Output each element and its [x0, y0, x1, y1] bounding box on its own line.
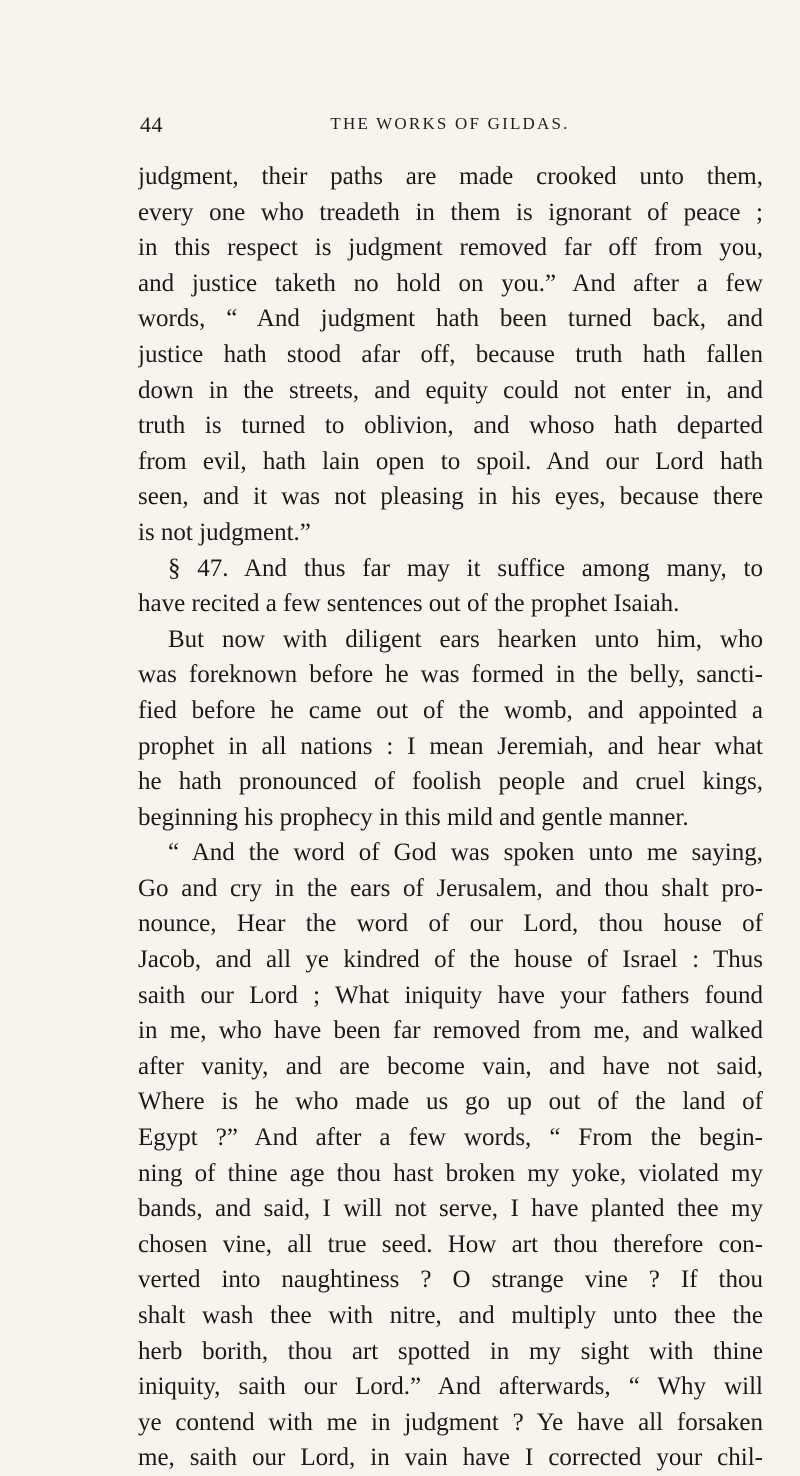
- text-line: shalt wash thee with nitre, and multiply unto thee the: [138, 1302, 763, 1329]
- text-line: was foreknown before he was formed in the belly, sancti-: [138, 661, 763, 689]
- text-line: after vanity, and are become vain, and have not said,: [138, 1052, 763, 1080]
- text-line: judgment, their paths are made crooked unto them,: [138, 163, 763, 190]
- text-line: “ And the word of God was spoken unto me saying,: [168, 839, 763, 867]
- text-line: and justice taketh no hold on you.” And after a few: [138, 269, 763, 297]
- text-line: saith our Lord ; What iniquity have your fathers found: [138, 981, 763, 1009]
- text-line: Egypt ?” And after a few words, “ From the begin-: [138, 1124, 763, 1152]
- text-line: have recited a few sentences out of the prophet Isaiah.: [138, 590, 680, 618]
- text-line: nounce, Hear the word of our Lord, thou house of: [138, 910, 763, 938]
- text-line: Go and cry in the ears of Jerusalem, and thou shalt pro-: [138, 874, 763, 902]
- text-line: fied before he came out of the womb, and appointed a: [138, 696, 763, 724]
- text-line: Where is he who made us go up out of the land of: [138, 1088, 763, 1116]
- body-text: [138, 159, 763, 1476]
- text-line: Jacob, and all ye kindred of the house of Israel : Thus: [138, 946, 763, 974]
- text-line: § 47. And thus far may it suffice among many, to: [168, 554, 763, 582]
- text-line: words, “ And judgment hath been turned back, and: [138, 305, 763, 333]
- text-line: justice hath stood afar off, because truth hath fallen: [138, 340, 763, 368]
- text-line: down in the streets, and equity could not enter in, and: [138, 376, 763, 404]
- text-line: iniquity, saith our Lord.” And afterwards, “ Why will: [138, 1373, 763, 1401]
- text-line: he hath pronounced of foolish people and cruel kings,: [138, 768, 763, 796]
- text-line: every one who treadeth in them is ignorant of peace ;: [138, 198, 763, 226]
- text-line: herb borith, thou art spotted in my sight with thine: [138, 1337, 763, 1365]
- text-line: in me, who have been far removed from me, and walked: [138, 1017, 763, 1045]
- text-line: seen, and it was not pleasing in his eyes, because there: [138, 483, 763, 511]
- text-line: is not judgment.”: [138, 518, 311, 546]
- text-line: truth is turned to oblivion, and whoso hath departed: [138, 412, 763, 440]
- page-header: [140, 112, 760, 142]
- text-line: But now with diligent ears hearken unto him, who: [168, 625, 763, 653]
- text-line: ye contend with me in judgment ? Ye have all forsaken: [138, 1408, 763, 1436]
- text-line: from evil, hath lain open to spoil. And our Lord hath: [138, 447, 763, 475]
- page-number: 44: [140, 112, 163, 137]
- running-title: THE WORKS OF GILDAS.: [330, 114, 570, 133]
- text-line: chosen vine, all true seed. How art thou therefore con-: [138, 1230, 763, 1258]
- text-line: verted into naughtiness ? O strange vine ? If thou: [138, 1266, 763, 1294]
- text-line: prophet in all nations : I mean Jeremiah, and hear what: [138, 732, 763, 760]
- text-line: beginning his prophecy in this mild and gentle manner.: [138, 803, 689, 831]
- text-line: in this respect is judgment removed far off from you,: [138, 234, 763, 262]
- text-line: me, saith our Lord, in vain have I corrected your chil-: [138, 1444, 763, 1472]
- text-line: ning of thine age thou hast broken my yoke, violated my: [138, 1159, 763, 1187]
- text-line: bands, and said, I will not serve, I have planted thee my: [138, 1195, 763, 1223]
